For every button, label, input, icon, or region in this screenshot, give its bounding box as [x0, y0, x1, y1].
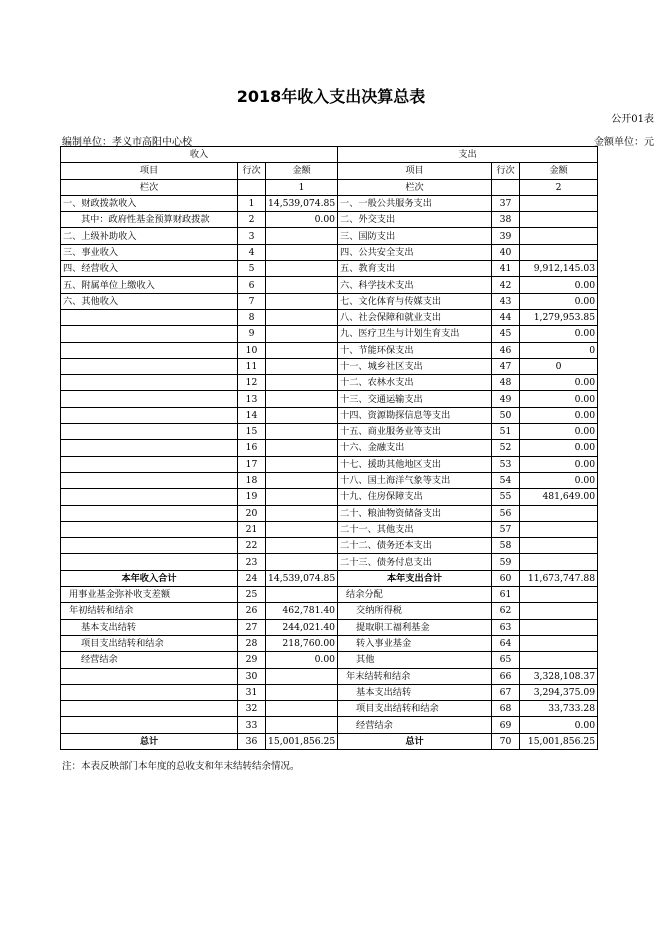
expense-amount-cell: 11,673,747.88 [520, 570, 598, 586]
income-amount-cell [266, 407, 338, 423]
income-item-cell [61, 538, 238, 554]
income-item-cell [61, 472, 238, 488]
expense-item-cell: 本年支出合计 [338, 570, 492, 586]
expense-row-number-cell: 47 [492, 358, 520, 374]
expense-item-cell: 十五、商业服务业等支出 [338, 424, 492, 440]
expense-rowno-header: 行次 [492, 163, 520, 179]
expense-row-number-cell: 54 [492, 472, 520, 488]
income-item-cell [61, 309, 238, 325]
expense-row-number-cell: 55 [492, 489, 520, 505]
expense-amount-cell: 0.00 [520, 472, 598, 488]
expense-amount-cell: 0.00 [520, 293, 598, 309]
expense-amount-cell [520, 587, 598, 603]
income-item-cell [61, 391, 238, 407]
expense-amount-cell: 0.00 [520, 440, 598, 456]
expense-amount-cell [520, 538, 598, 554]
income-item-cell: 三、事业收入 [61, 244, 238, 260]
expense-item-cell: 十一、城乡社区支出 [338, 358, 492, 374]
income-row-number-cell: 21 [238, 521, 266, 537]
table-row [61, 212, 598, 228]
income-row-number-cell: 20 [238, 505, 266, 521]
table-row [61, 489, 598, 505]
column-number-row [61, 179, 598, 195]
income-row-number-cell: 17 [238, 456, 266, 472]
income-item-cell: 二、上级补助收入 [61, 228, 238, 244]
income-amount-cell [266, 277, 338, 293]
expense-item-cell: 十七、援助其他地区支出 [338, 456, 492, 472]
expense-amount-cell [520, 635, 598, 651]
table-body [61, 195, 598, 749]
expense-amount-cell: 0.00 [520, 456, 598, 472]
income-item-cell [61, 489, 238, 505]
income-amount-cell: 15,001,856.25 [266, 733, 338, 749]
expense-amount-cell: 3,294,375.09 [520, 684, 598, 700]
expense-item-header: 项目 [338, 163, 492, 179]
expense-header: 支出 [338, 147, 598, 163]
expense-amount-cell: 15,001,856.25 [520, 733, 598, 749]
report-title: 2018年收入支出决算总表 [236, 87, 426, 106]
income-item-cell: 六、其他收入 [61, 293, 238, 309]
expense-amount-cell [520, 244, 598, 260]
table-row [61, 342, 598, 358]
table-row [61, 587, 598, 603]
expense-row-number-cell: 49 [492, 391, 520, 407]
expense-column-number: 2 [520, 179, 598, 195]
column-header-row [61, 163, 598, 179]
income-row-number-cell: 1 [238, 195, 266, 211]
income-amount-cell: 0.00 [266, 652, 338, 668]
expense-row-number-cell: 65 [492, 652, 520, 668]
table-row [61, 570, 598, 586]
income-amount-cell [266, 684, 338, 700]
income-column-label: 栏次 [61, 179, 238, 195]
expense-amount-cell: 3,328,108.37 [520, 668, 598, 684]
table-row [61, 668, 598, 684]
blank-cell [238, 179, 266, 195]
income-amount-header: 金额 [266, 163, 338, 179]
table-row [61, 277, 598, 293]
income-row-number-cell: 9 [238, 326, 266, 342]
table-row [61, 375, 598, 391]
income-row-number-cell: 24 [238, 570, 266, 586]
expense-amount-cell: 0.00 [520, 375, 598, 391]
expense-amount-cell [520, 554, 598, 570]
income-amount-cell [266, 391, 338, 407]
table-row [61, 293, 598, 309]
income-item-cell: 年初结转和结余 [61, 603, 238, 619]
income-amount-cell [266, 244, 338, 260]
income-item-cell [61, 456, 238, 472]
income-amount-cell [266, 472, 338, 488]
expense-item-cell: 交纳所得税 [338, 603, 492, 619]
expense-amount-cell: 0.00 [520, 407, 598, 423]
income-item-cell [61, 668, 238, 684]
expense-row-number-cell: 62 [492, 603, 520, 619]
expense-item-cell: 十四、资源勘探信息等支出 [338, 407, 492, 423]
income-item-cell: 总计 [61, 733, 238, 749]
expense-item-cell: 七、文化体育与传媒支出 [338, 293, 492, 309]
income-row-number-cell: 4 [238, 244, 266, 260]
expense-row-number-cell: 61 [492, 587, 520, 603]
income-row-number-cell: 15 [238, 424, 266, 440]
income-amount-cell: 462,781.40 [266, 603, 338, 619]
expense-amount-cell: 1,279,953.85 [520, 309, 598, 325]
expense-item-cell: 二十、粮油物资储备支出 [338, 505, 492, 521]
expense-item-cell: 五、教育支出 [338, 261, 492, 277]
expense-item-cell: 经营结余 [338, 717, 492, 733]
income-item-cell [61, 326, 238, 342]
expense-row-number-cell: 66 [492, 668, 520, 684]
income-item-cell [61, 358, 238, 374]
expense-row-number-cell: 70 [492, 733, 520, 749]
expense-item-cell: 二十一、其他支出 [338, 521, 492, 537]
income-row-number-cell: 26 [238, 603, 266, 619]
income-amount-cell [266, 440, 338, 456]
income-item-cell [61, 717, 238, 733]
expense-amount-cell [520, 603, 598, 619]
income-amount-cell: 14,539,074.85 [266, 570, 338, 586]
expense-item-cell: 十二、农林水支出 [338, 375, 492, 391]
income-item-cell [61, 424, 238, 440]
income-row-number-cell: 30 [238, 668, 266, 684]
expense-amount-cell [520, 521, 598, 537]
income-item-cell [61, 375, 238, 391]
income-row-number-cell: 14 [238, 407, 266, 423]
expense-item-cell: 二、外交支出 [338, 212, 492, 228]
expense-row-number-cell: 60 [492, 570, 520, 586]
expense-item-cell: 四、公共安全支出 [338, 244, 492, 260]
income-row-number-cell: 18 [238, 472, 266, 488]
income-row-number-cell: 16 [238, 440, 266, 456]
summary-table [60, 146, 598, 750]
income-row-number-cell: 29 [238, 652, 266, 668]
expense-amount-cell: 0.00 [520, 424, 598, 440]
income-row-number-cell: 23 [238, 554, 266, 570]
table-row [61, 652, 598, 668]
income-item-cell: 五、附属单位上缴收入 [61, 277, 238, 293]
income-amount-cell [266, 456, 338, 472]
form-number: 公开01表 [611, 114, 654, 125]
income-amount-cell: 218,760.00 [266, 635, 338, 651]
expense-item-cell: 提取职工福利基金 [338, 619, 492, 635]
expense-amount-cell: 0.00 [520, 277, 598, 293]
expense-amount-cell [520, 212, 598, 228]
expense-row-number-cell: 40 [492, 244, 520, 260]
income-item-header: 项目 [61, 163, 238, 179]
footnote: 注：本表反映部门本年度的总收支和年末结转结余情况。 [62, 761, 300, 772]
table-row [61, 391, 598, 407]
income-row-number-cell: 19 [238, 489, 266, 505]
expense-item-cell: 结余分配 [338, 587, 492, 603]
expense-row-number-cell: 46 [492, 342, 520, 358]
expense-row-number-cell: 50 [492, 407, 520, 423]
expense-item-cell: 九、医疗卫生与计划生育支出 [338, 326, 492, 342]
expense-row-number-cell: 63 [492, 619, 520, 635]
income-amount-cell [266, 717, 338, 733]
expense-row-number-cell: 38 [492, 212, 520, 228]
income-item-cell [61, 407, 238, 423]
income-item-cell [61, 505, 238, 521]
income-row-number-cell: 25 [238, 587, 266, 603]
income-item-cell: 经营结余 [61, 652, 238, 668]
expense-row-number-cell: 42 [492, 277, 520, 293]
expense-amount-cell: 0.00 [520, 391, 598, 407]
table-row [61, 505, 598, 521]
expense-item-cell: 六、科学技术支出 [338, 277, 492, 293]
income-amount-cell [266, 521, 338, 537]
income-amount-cell [266, 587, 338, 603]
income-item-cell [61, 521, 238, 537]
income-item-cell: 其中：政府性基金预算财政拨款 [61, 212, 238, 228]
income-row-number-cell: 12 [238, 375, 266, 391]
income-column-number: 1 [266, 179, 338, 195]
table-row [61, 521, 598, 537]
table-row [61, 733, 598, 749]
expense-row-number-cell: 53 [492, 456, 520, 472]
income-amount-cell [266, 538, 338, 554]
income-row-number-cell: 22 [238, 538, 266, 554]
income-item-cell [61, 684, 238, 700]
expense-amount-cell [520, 195, 598, 211]
table-row [61, 701, 598, 717]
expense-amount-cell [520, 619, 598, 635]
expense-row-number-cell: 43 [492, 293, 520, 309]
income-row-number-cell: 2 [238, 212, 266, 228]
expense-row-number-cell: 59 [492, 554, 520, 570]
expense-amount-cell: 0 [520, 358, 598, 374]
expense-item-cell: 一、一般公共服务支出 [338, 195, 492, 211]
expense-row-number-cell: 44 [492, 309, 520, 325]
expense-row-number-cell: 51 [492, 424, 520, 440]
income-amount-cell [266, 228, 338, 244]
expense-item-cell: 十八、国土海洋气象等支出 [338, 472, 492, 488]
income-item-cell [61, 554, 238, 570]
table-row [61, 244, 598, 260]
expense-item-cell: 年末结转和结余 [338, 668, 492, 684]
table-row [61, 195, 598, 211]
income-amount-cell [266, 424, 338, 440]
expense-row-number-cell: 37 [492, 195, 520, 211]
expense-amount-cell [520, 652, 598, 668]
income-row-number-cell: 5 [238, 261, 266, 277]
income-item-cell: 四、经营收入 [61, 261, 238, 277]
table-row [61, 603, 598, 619]
table-row [61, 407, 598, 423]
expense-row-number-cell: 45 [492, 326, 520, 342]
income-amount-cell [266, 489, 338, 505]
expense-row-number-cell: 41 [492, 261, 520, 277]
table-row [61, 554, 598, 570]
income-header: 收入 [61, 147, 338, 163]
income-amount-cell [266, 505, 338, 521]
income-item-cell: 本年收入合计 [61, 570, 238, 586]
income-amount-cell [266, 668, 338, 684]
expense-item-cell: 总计 [338, 733, 492, 749]
income-row-number-cell: 28 [238, 635, 266, 651]
expense-item-cell: 十六、金融支出 [338, 440, 492, 456]
income-amount-cell [266, 309, 338, 325]
table-row [61, 538, 598, 554]
expense-row-number-cell: 58 [492, 538, 520, 554]
income-row-number-cell: 7 [238, 293, 266, 309]
expense-item-cell: 二十二、债务还本支出 [338, 538, 492, 554]
income-amount-cell [266, 326, 338, 342]
income-amount-cell [266, 375, 338, 391]
expense-item-cell: 十九、住房保障支出 [338, 489, 492, 505]
income-amount-cell: 244,021.40 [266, 619, 338, 635]
table-row [61, 358, 598, 374]
table-row [61, 424, 598, 440]
expense-item-cell: 八、社会保障和就业支出 [338, 309, 492, 325]
income-amount-cell [266, 554, 338, 570]
income-amount-cell [266, 701, 338, 717]
expense-item-cell: 项目支出结转和结余 [338, 701, 492, 717]
income-amount-cell: 14,539,074.85 [266, 195, 338, 211]
income-amount-cell [266, 358, 338, 374]
expense-amount-header: 金额 [520, 163, 598, 179]
table-row [61, 717, 598, 733]
income-row-number-cell: 8 [238, 309, 266, 325]
expense-row-number-cell: 56 [492, 505, 520, 521]
income-item-cell: 一、财政拨款收入 [61, 195, 238, 211]
expense-row-number-cell: 69 [492, 717, 520, 733]
expense-row-number-cell: 52 [492, 440, 520, 456]
currency-unit: 金额单位：元 [594, 137, 654, 148]
expense-item-cell: 十三、交通运输支出 [338, 391, 492, 407]
income-item-cell [61, 342, 238, 358]
expense-row-number-cell: 57 [492, 521, 520, 537]
table-row [61, 440, 598, 456]
expense-amount-cell [520, 228, 598, 244]
income-row-number-cell: 27 [238, 619, 266, 635]
table-row [61, 684, 598, 700]
expense-amount-cell: 0.00 [520, 326, 598, 342]
table-row [61, 472, 598, 488]
expense-row-number-cell: 48 [492, 375, 520, 391]
expense-row-number-cell: 39 [492, 228, 520, 244]
expense-column-label: 栏次 [338, 179, 492, 195]
expense-row-number-cell: 64 [492, 635, 520, 651]
income-item-cell: 基本支出结转 [61, 619, 238, 635]
expense-item-cell: 基本支出结转 [338, 684, 492, 700]
income-row-number-cell: 6 [238, 277, 266, 293]
income-amount-cell: 0.00 [266, 212, 338, 228]
expense-item-cell: 其他 [338, 652, 492, 668]
income-item-cell: 用事业基金弥补收支差额 [61, 587, 238, 603]
table-row [61, 261, 598, 277]
expense-item-cell: 转入事业基金 [338, 635, 492, 651]
expense-amount-cell: 9,912,145.03 [520, 261, 598, 277]
income-row-number-cell: 31 [238, 684, 266, 700]
section-header-row [61, 147, 598, 163]
table-row [61, 309, 598, 325]
income-amount-cell [266, 293, 338, 309]
expense-amount-cell: 0.00 [520, 717, 598, 733]
expense-item-cell: 十、节能环保支出 [338, 342, 492, 358]
income-row-number-cell: 13 [238, 391, 266, 407]
expense-item-cell: 三、国防支出 [338, 228, 492, 244]
compiling-unit: 编制单位：孝义市高阳中心校 [62, 137, 192, 148]
expense-row-number-cell: 68 [492, 701, 520, 717]
expense-amount-cell: 0 [520, 342, 598, 358]
income-row-number-cell: 10 [238, 342, 266, 358]
table-row [61, 619, 598, 635]
income-row-number-cell: 32 [238, 701, 266, 717]
income-item-cell [61, 701, 238, 717]
expense-amount-cell: 481,649.00 [520, 489, 598, 505]
expense-amount-cell: 33,733.28 [520, 701, 598, 717]
income-row-number-cell: 36 [238, 733, 266, 749]
income-row-number-cell: 3 [238, 228, 266, 244]
income-amount-cell [266, 342, 338, 358]
blank-cell [492, 179, 520, 195]
income-rowno-header: 行次 [238, 163, 266, 179]
income-row-number-cell: 33 [238, 717, 266, 733]
income-amount-cell [266, 261, 338, 277]
expense-item-cell: 二十三、债务付息支出 [338, 554, 492, 570]
income-item-cell [61, 440, 238, 456]
table-row [61, 326, 598, 342]
expense-amount-cell [520, 505, 598, 521]
expense-row-number-cell: 67 [492, 684, 520, 700]
table-row [61, 228, 598, 244]
income-item-cell: 项目支出结转和结余 [61, 635, 238, 651]
table-row [61, 456, 598, 472]
income-row-number-cell: 11 [238, 358, 266, 374]
table-row [61, 635, 598, 651]
